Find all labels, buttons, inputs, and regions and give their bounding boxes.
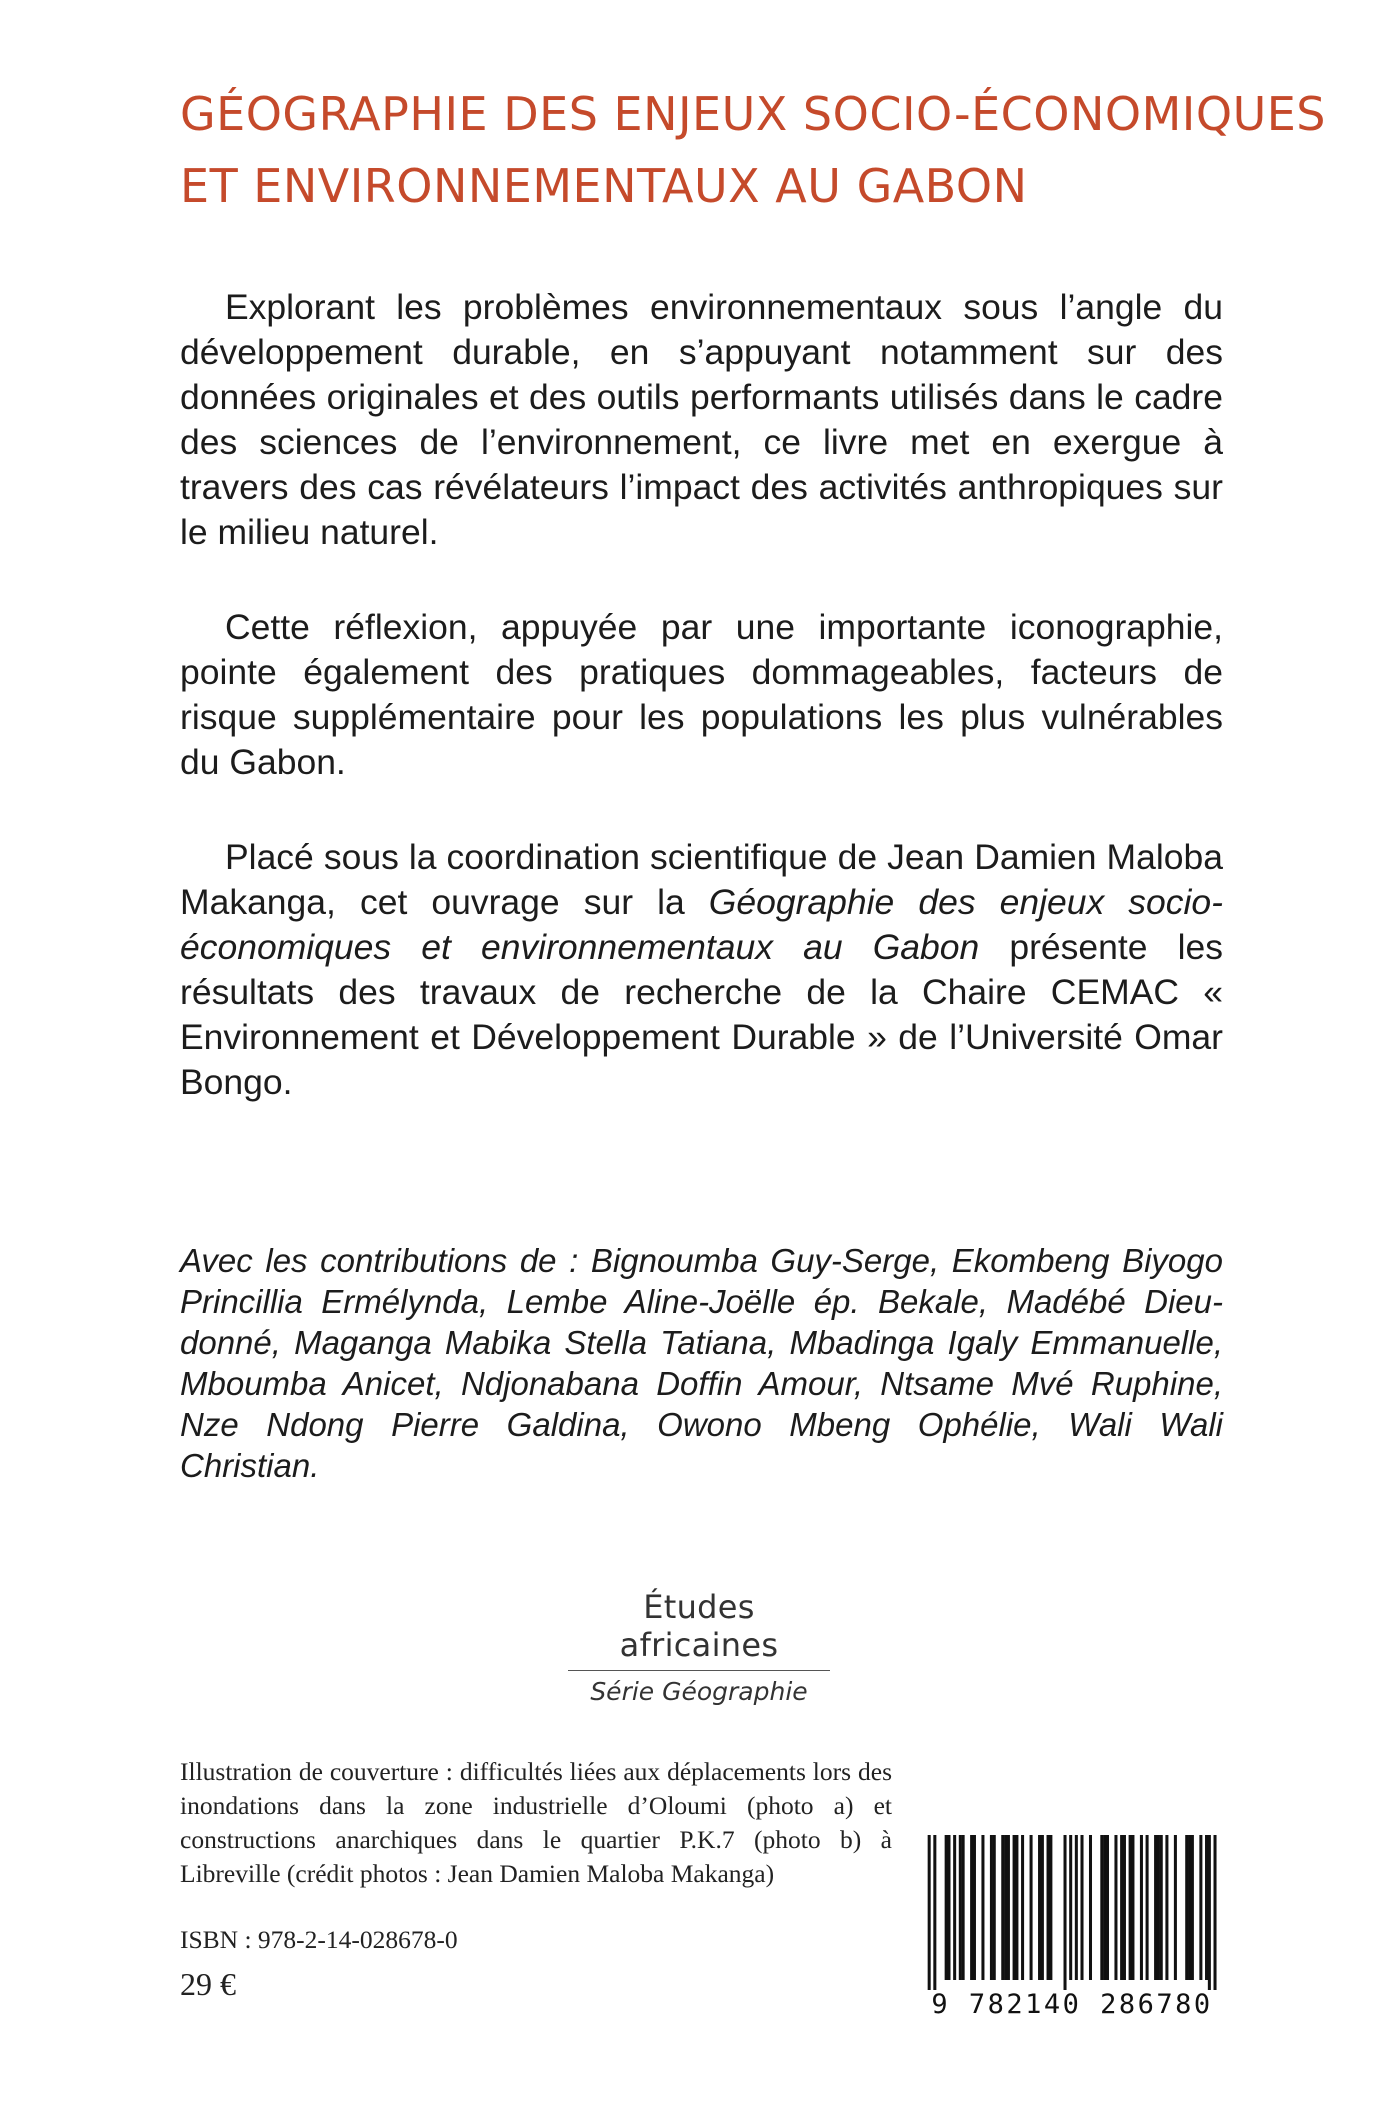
barcode-bar xyxy=(1214,1835,1217,1990)
barcode-bar xyxy=(1075,1835,1078,1980)
barcode-bar xyxy=(953,1835,956,1980)
barcode-bar xyxy=(990,1835,993,1980)
barcode-bar xyxy=(1004,1835,1007,1980)
barcode-bar xyxy=(962,1835,965,1980)
barcode-digits: 9 782140 286780 xyxy=(931,1989,1213,2020)
blurb-paragraph-2: Cette réflexion, appuyée par une importante iconographie, pointe également des pratiques dommageables, facteurs de risque supplémentaire pour les populations les plus vulnérables du Gabon. xyxy=(180,607,1223,782)
barcode-bar xyxy=(1064,1835,1067,1990)
barcode-bar xyxy=(1114,1835,1117,1980)
barcode-bar xyxy=(1165,1835,1168,1980)
book-title-reference: Géographie des enjeux socio-économiques et environnementaux au Gabon xyxy=(180,882,1223,967)
series-name: Études africaines xyxy=(568,1588,830,1671)
barcode-bar xyxy=(981,1835,984,1980)
blurb-paragraph-3 xyxy=(180,835,1223,1105)
barcode-bar xyxy=(1021,1835,1024,1980)
barcode-bar xyxy=(1001,1835,1004,1980)
barcode-bar xyxy=(1038,1835,1041,1980)
barcode-bar xyxy=(1049,1835,1052,1980)
contributors-list: Avec les contributions de : Bignoumba Guy-Serge, Ekombeng Biyogo Princillia Ermélynda, Lembe Aline-Joëlle ép. Bekale, Madébé Dieu-donné, Maganga Mabika Stella Tatiana, Mbadinga Igaly Emmanuelle, Mboumba Anicet, Ndjonabana Doffin Amour, Ntsame Mvé Ruphine, Nze Ndong Pierre Galdina, Owono Mbeng Ophélie, Wali Wali Christian. xyxy=(180,1242,1223,1484)
barcode-bar xyxy=(1007,1835,1010,1980)
barcode-bar xyxy=(1208,1835,1211,1990)
book-title-line-1: GÉOGRAPHIE DES ENJEUX SOCIO-ÉCONOMIQUES xyxy=(180,87,1327,141)
barcode-bar xyxy=(1160,1835,1163,1980)
barcode-bar xyxy=(1030,1835,1033,1980)
barcode-bar xyxy=(1146,1835,1149,1980)
barcode-bar xyxy=(947,1835,950,1980)
barcode-bar xyxy=(1100,1835,1103,1980)
barcode-bar xyxy=(1089,1835,1092,1980)
barcode-bar xyxy=(945,1835,948,1980)
barcode-bar xyxy=(973,1835,976,1980)
barcode-bar xyxy=(1013,1835,1016,1980)
barcode-bar xyxy=(1106,1835,1109,1980)
barcode-bar xyxy=(1154,1835,1157,1980)
book-title-line-2: ET ENVIRONNEMENTAUX AU GABON xyxy=(180,159,1028,213)
cover-illustration-credit: Illustration de couverture : difficultés liées aux déplacements lors des inondations dans la zone industrielle d’Oloumi (photo a) et constructions anarchiques dans le quartier P.K.7 (photo b) à Libreville (crédit photos : Jean Damien Maloba Makanga) xyxy=(180,1757,892,1888)
barcode-bar xyxy=(1123,1835,1126,1980)
barcode-bar xyxy=(1157,1835,1160,1980)
series-subtitle: Série Géographie xyxy=(590,1677,808,1706)
barcode-bar xyxy=(1205,1835,1208,1980)
barcode-bar xyxy=(970,1835,973,1980)
barcode-bars-icon xyxy=(922,1835,1222,1990)
barcode-bar xyxy=(1131,1835,1134,1980)
barcode xyxy=(922,1835,1222,2025)
blurb-paragraph-1: Explorant les problèmes environnementaux sous l’angle du développement durable, en s’appuyant notamment sur des données originales et des outils performants utilisés dans le cadre des sciences de l’environnement, ce livre met en exergue à travers des cas révélateurs l’impact des activités anthropiques sur le milieu naturel. xyxy=(180,287,1223,552)
barcode-bar xyxy=(933,1835,936,1990)
barcode-bar xyxy=(1188,1835,1191,1980)
barcode-bar xyxy=(1199,1835,1202,1980)
barcode-bar xyxy=(1174,1835,1177,1980)
barcode-bar xyxy=(1129,1835,1132,1980)
blurb-paragraph-3-end: présente les résultats des travaux de recherche de la Chaire CEMAC « Environnement et Développement Durable » de l’Université Omar Bongo. xyxy=(180,927,1223,1102)
blurb-paragraph-3-start: Placé sous la coordination scientifique de Jean Damien Maloba Makanga, cet ouvrage sur la xyxy=(180,837,1223,922)
barcode-bar xyxy=(928,1835,931,1990)
barcode-bar xyxy=(993,1835,996,1980)
barcode-bar xyxy=(1047,1835,1050,1980)
barcode-bar xyxy=(1103,1835,1106,1980)
book-title xyxy=(180,78,1327,222)
price-label: 29 € xyxy=(180,1966,236,2002)
barcode-bar xyxy=(1140,1835,1143,1980)
barcode-bar xyxy=(1069,1835,1072,1980)
barcode-bar xyxy=(1080,1835,1083,1980)
barcode-bar xyxy=(1120,1835,1123,1980)
isbn-number: ISBN : 978-2-14-028678-0 xyxy=(180,1925,458,1954)
series-logo xyxy=(568,1588,830,1706)
barcode-bar xyxy=(1191,1835,1194,1980)
barcode-bar xyxy=(1185,1835,1188,1980)
barcode-bar xyxy=(1015,1835,1018,1980)
barcode-bar xyxy=(959,1835,962,1980)
barcode-bar xyxy=(1041,1835,1044,1980)
